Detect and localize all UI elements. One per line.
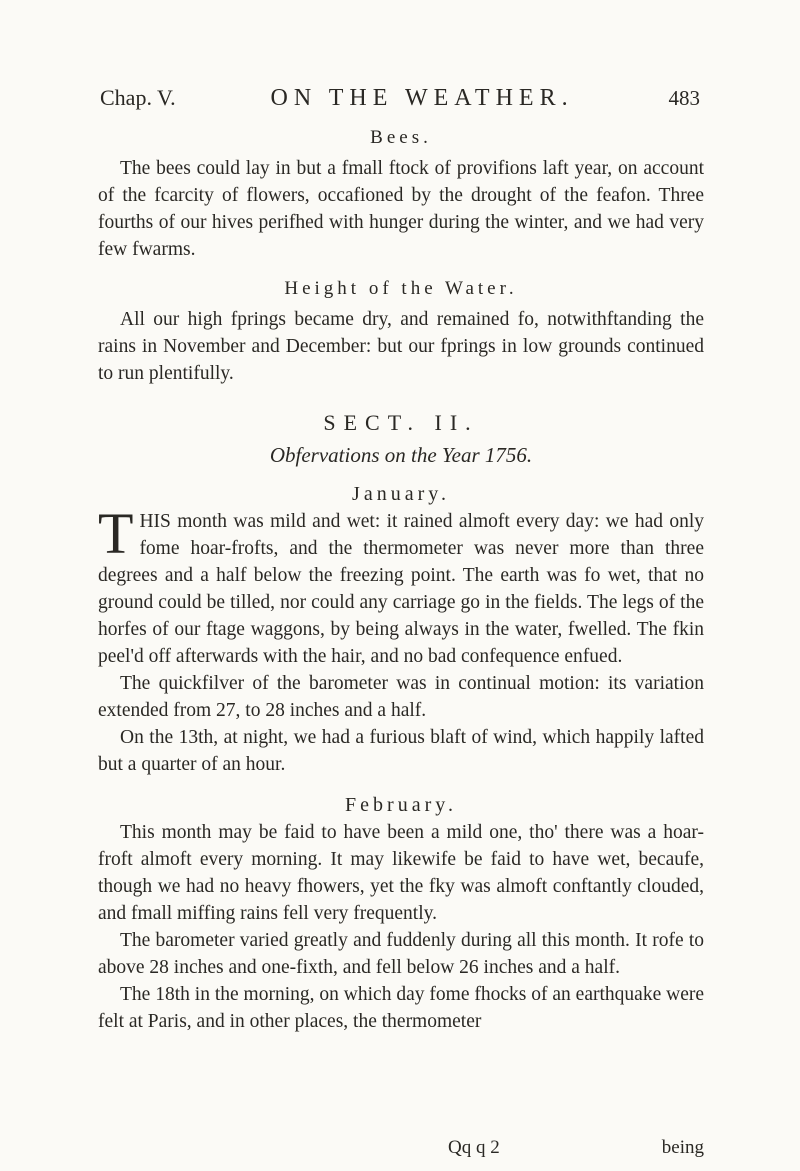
january-heading: January. <box>352 483 450 505</box>
page-header <box>100 85 700 112</box>
bees-heading: Bees. <box>370 127 432 148</box>
water-heading: Height of the Water. <box>284 278 518 299</box>
february-paragraph-2: The barometer varied greatly and fuddenly during all this month. It rofe to above 28 inches and one-fixth, and fell below 26 inches and a half. <box>98 930 704 978</box>
january-paragraph-1 <box>98 501 704 670</box>
february-heading: February. <box>345 794 457 816</box>
page-number: 483 <box>668 86 700 110</box>
water-paragraph: All our high fprings became dry, and remained fo, notwithftanding the rains in November and December: but our fprings in low grounds continued to run plentifully. <box>98 309 704 384</box>
signature-mark: Qq q 2 <box>448 1137 500 1158</box>
bees-paragraph: The bees could lay in but a fmall ftock of provifions laft year, on account of the fcarcity of flowers, occafioned by the drought of the feafon. Three fourths of our hives perifhed with hunger during the winter, and we had very few fwarms. <box>98 158 704 260</box>
catchword: being <box>661 1137 704 1158</box>
chapter-label: Chap. V. <box>100 85 176 110</box>
page-body <box>98 124 704 1035</box>
february-paragraph-1: This month may be faid to have been a mild one, tho' there was a hoar-froft almoft every morning. It may likewife be faid to have wet, becaufe, though we had no heavy fhowers, yet the fky was almoft conftantly clouded, and fmall miffing rains fell very frequently. <box>98 822 704 924</box>
february-paragraph-3: The 18th in the morning, on which day fome fhocks of an earthquake were felt at Paris, and in other places, the thermometer <box>98 984 704 1032</box>
running-title: ON THE WEATHER. <box>270 85 574 111</box>
january-paragraph-1-text: HIS month was mild and wet: it rained almoft every day: we had only fome hoar-frofts, and the thermometer was never more than three degrees and a half below the freezing point. The earth was fo wet, that no ground could be tilled, nor could any carriage go in the fields. The legs of the horfes of our ftage waggons, by being always in the water, fwelled. The fkin peel'd off afterwards with the hair, and no bad confequence enfued. <box>98 511 704 667</box>
section-subtitle: Obfervations on the Year 1756. <box>269 443 533 467</box>
section-title: SECT. II. <box>323 410 479 435</box>
january-paragraph-2: The quickfilver of the barometer was in continual motion: its variation extended from 27, to 28 inches and a half. <box>98 673 704 721</box>
drop-cap: T <box>98 501 134 566</box>
january-paragraph-3: On the 13th, at night, we had a furious blaft of wind, which happily lafted but a quarter of an hour. <box>98 727 704 775</box>
page-footer <box>98 1137 704 1159</box>
